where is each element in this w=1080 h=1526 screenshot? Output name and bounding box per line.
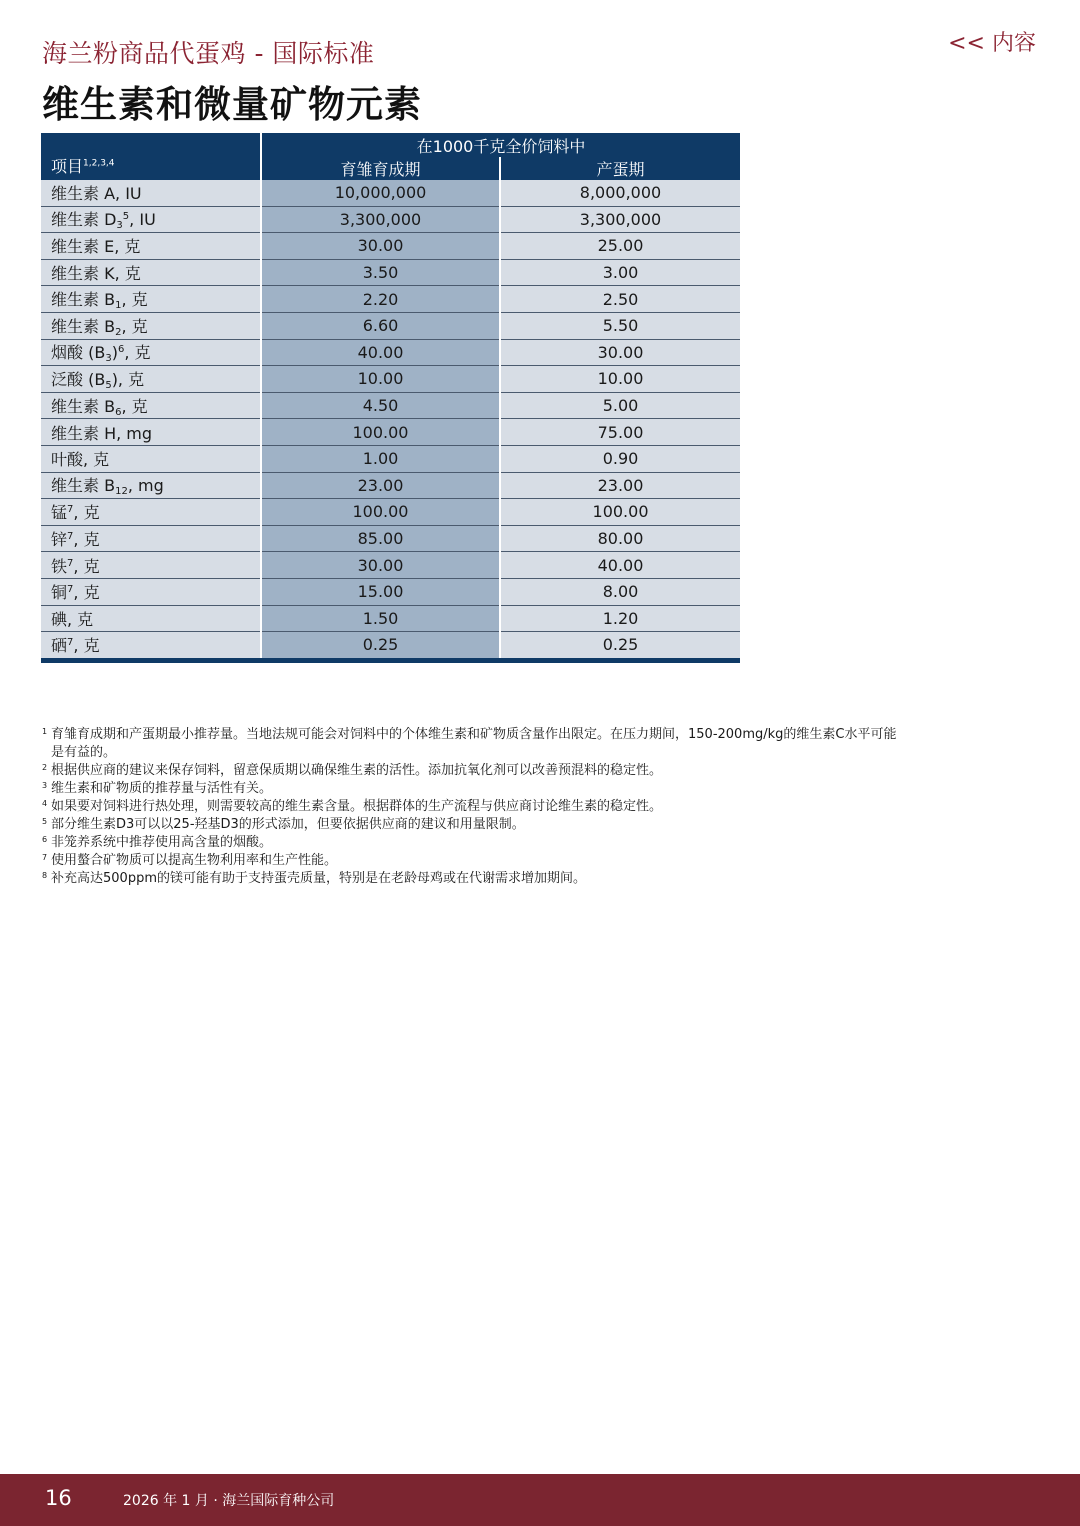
row-grow-value: 4.50 xyxy=(261,392,500,419)
footnote: 7 使用螯合矿物质可以提高生物利用率和生产性能。 xyxy=(42,853,338,868)
row-lay-value: 5.50 xyxy=(500,312,740,339)
row-item-name: 铜$^7$, 克 xyxy=(41,578,261,605)
row-grow-value: 0.25 xyxy=(261,632,500,661)
header-grow: 育雏育成期 xyxy=(261,157,500,180)
footnote: 5 部分维生素D3可以以25-羟基D3的形式添加，但要依据供应商的建议和用量限制。 xyxy=(42,817,525,832)
row-grow-value: 40.00 xyxy=(261,339,500,366)
header-item: 项目$^{1,2,3,4}$ xyxy=(41,133,261,180)
footnote: 1 育雏育成期和产蛋期最小推荐量。当地法规可能会对饲料中的个体维生素和矿物质含量作出限定。在压力期间，150-200mg/kg的维生素C水平可能是有益的。 xyxy=(42,727,897,760)
row-item-name: 维生素 E, 克 xyxy=(41,233,261,260)
page-subtitle: 海兰粉商品代蛋鸡 - 国际标准 xyxy=(42,39,375,68)
row-lay-value: 8,000,000 xyxy=(500,180,740,206)
row-item-name: 碘, 克 xyxy=(41,605,261,632)
row-grow-value: 30.00 xyxy=(261,233,500,260)
table-row xyxy=(41,472,740,499)
header-group: 在1000千克全价饲料中 xyxy=(261,133,740,157)
row-grow-value: 3,300,000 xyxy=(261,206,500,233)
table-row xyxy=(41,366,740,393)
row-grow-value: 1.00 xyxy=(261,445,500,472)
row-grow-value: 1.50 xyxy=(261,605,500,632)
vitamin-mineral-table xyxy=(41,133,740,663)
row-item-name: 维生素 $B_6$, 克 xyxy=(41,392,261,419)
table-row xyxy=(41,180,740,206)
row-grow-value: 23.00 xyxy=(261,472,500,499)
table-row xyxy=(41,419,740,446)
footnote: 2 根据供应商的建议来保存饲料，留意保质期以确保维生素的活性。添加抗氧化剂可以改善预混料的稳定性。 xyxy=(42,763,663,778)
footnotes xyxy=(42,726,902,888)
table-row xyxy=(41,499,740,526)
row-lay-value: 0.25 xyxy=(500,632,740,661)
row-item-name: 叶酸, 克 xyxy=(41,445,261,472)
header-lay: 产蛋期 xyxy=(500,157,740,180)
row-item-name: 维生素 A, IU xyxy=(41,180,261,206)
table-row xyxy=(41,259,740,286)
row-lay-value: 75.00 xyxy=(500,419,740,446)
row-item-name: 硒$^7$, 克 xyxy=(41,632,261,661)
footer-bar xyxy=(0,1474,1080,1526)
row-item-name: 维生素 $D_3^5$, IU xyxy=(41,206,261,233)
row-grow-value: 15.00 xyxy=(261,578,500,605)
row-lay-value: 40.00 xyxy=(500,552,740,579)
row-lay-value: 3.00 xyxy=(500,259,740,286)
row-grow-value: 10,000,000 xyxy=(261,180,500,206)
table-row xyxy=(41,445,740,472)
row-lay-value: 10.00 xyxy=(500,366,740,393)
row-item-name: 维生素 $B_2$, 克 xyxy=(41,312,261,339)
row-item-name: 维生素 $B_1$, 克 xyxy=(41,286,261,313)
page-title: 维生素和微量矿物元素 xyxy=(42,83,422,126)
table-row xyxy=(41,525,740,552)
row-lay-value: 100.00 xyxy=(500,499,740,526)
row-lay-value: 8.00 xyxy=(500,578,740,605)
row-item-name: 泛酸 $(B_5)$, 克 xyxy=(41,366,261,393)
row-grow-value: 100.00 xyxy=(261,419,500,446)
contents-link[interactable]: << 内容 xyxy=(948,31,1036,56)
table-row xyxy=(41,578,740,605)
table-row xyxy=(41,286,740,313)
row-lay-value: 30.00 xyxy=(500,339,740,366)
footnote: 6 非笼养系统中推荐使用高含量的烟酸。 xyxy=(42,835,273,850)
row-grow-value: 10.00 xyxy=(261,366,500,393)
row-item-name: 烟酸 $(B_3)^6$, 克 xyxy=(41,339,261,366)
table-row xyxy=(41,233,740,260)
row-lay-value: 80.00 xyxy=(500,525,740,552)
table-row xyxy=(41,206,740,233)
row-item-name: 锌$^7$, 克 xyxy=(41,525,261,552)
row-item-name: 锰$^7$, 克 xyxy=(41,499,261,526)
row-lay-value: 1.20 xyxy=(500,605,740,632)
table-row xyxy=(41,632,740,661)
row-lay-value: 25.00 xyxy=(500,233,740,260)
row-item-name: 维生素 H, mg xyxy=(41,419,261,446)
footnote: 8 补充高达500ppm的镁可能有助于支持蛋壳质量，特别是在老龄母鸡或在代谢需求增加期间。 xyxy=(42,871,586,886)
row-item-name: 维生素 K, 克 xyxy=(41,259,261,286)
row-grow-value: 2.20 xyxy=(261,286,500,313)
row-lay-value: 0.90 xyxy=(500,445,740,472)
footnote: 4 如果要对饲料进行热处理，则需要较高的维生素含量。根据群体的生产流程与供应商讨论维生素的稳定性。 xyxy=(42,799,663,814)
table-row xyxy=(41,312,740,339)
row-item-name: 维生素 $B_{12}$, mg xyxy=(41,472,261,499)
table-row xyxy=(41,605,740,632)
row-lay-value: 23.00 xyxy=(500,472,740,499)
table-row xyxy=(41,552,740,579)
row-grow-value: 85.00 xyxy=(261,525,500,552)
row-grow-value: 100.00 xyxy=(261,499,500,526)
row-grow-value: 30.00 xyxy=(261,552,500,579)
page-number: 16 xyxy=(45,1486,72,1510)
table-row xyxy=(41,392,740,419)
footnote: 3 维生素和矿物质的推荐量与活性有关。 xyxy=(42,781,273,796)
row-lay-value: 2.50 xyxy=(500,286,740,313)
row-lay-value: 5.00 xyxy=(500,392,740,419)
footer-text: 2026 年 1 月 · 海兰国际育种公司 xyxy=(123,1493,335,1509)
row-grow-value: 3.50 xyxy=(261,259,500,286)
row-grow-value: 6.60 xyxy=(261,312,500,339)
row-lay-value: 3,300,000 xyxy=(500,206,740,233)
row-item-name: 铁$^7$, 克 xyxy=(41,552,261,579)
table-row xyxy=(41,339,740,366)
